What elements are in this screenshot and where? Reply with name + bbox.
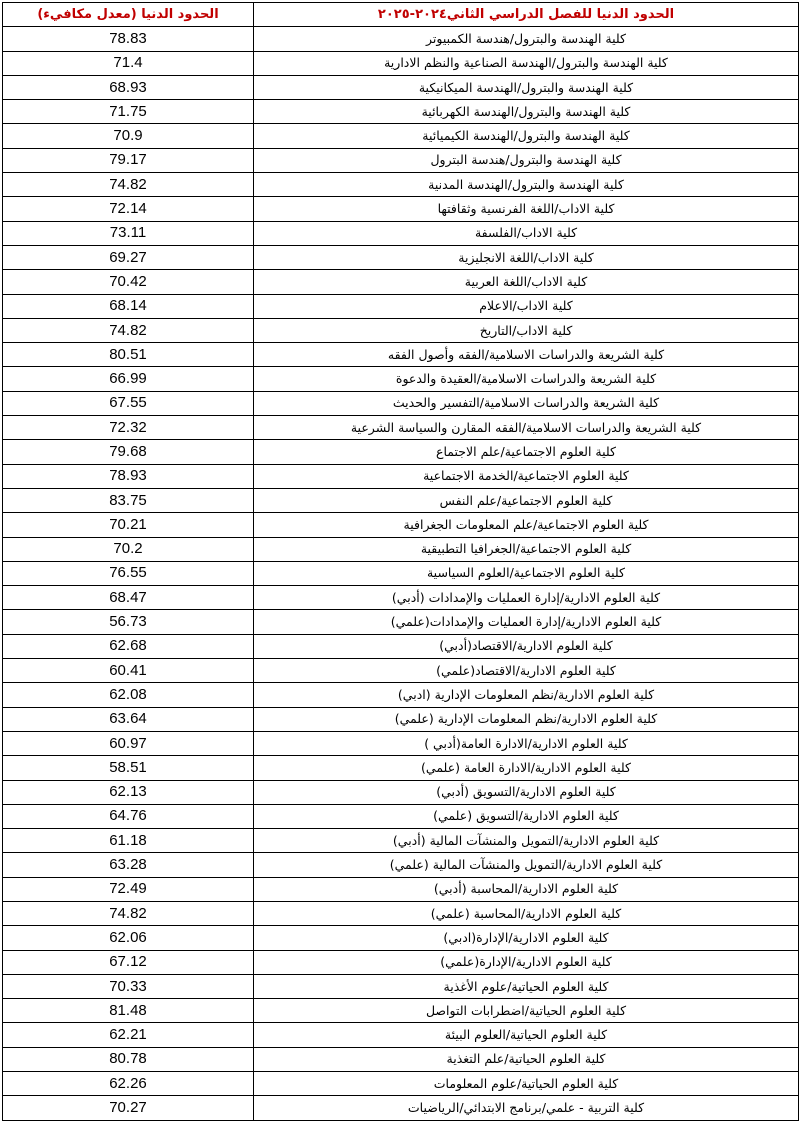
- program-cell: كلية العلوم الادارية/التسويق (أدبي): [254, 780, 799, 804]
- program-cell: كلية الشريعة والدراسات الاسلامية/التفسير والحديث: [254, 391, 799, 415]
- table-row: [3, 100, 799, 124]
- program-cell: كلية العلوم الادارية/الادارة العامة(أدبي ): [254, 731, 799, 755]
- program-cell: كلية الهندسة والبترول/الهندسة المدنية: [254, 173, 799, 197]
- program-cell: كلية العلوم الادارية/نظم المعلومات الإدارية (علمي): [254, 707, 799, 731]
- table-row: [3, 51, 799, 75]
- min-score-cell: 63.28: [3, 853, 254, 877]
- min-score-cell: 60.97: [3, 731, 254, 755]
- table-row: [3, 829, 799, 853]
- table-row: [3, 1047, 799, 1071]
- program-cell: كلية العلوم الادارية/المحاسبة (أدبي): [254, 877, 799, 901]
- min-score-cell: 80.51: [3, 343, 254, 367]
- table-row: [3, 173, 799, 197]
- program-cell: كلية الشريعة والدراسات الاسلامية/الفقه المقارن والسياسة الشرعية: [254, 416, 799, 440]
- table-row: [3, 537, 799, 561]
- program-cell: كلية الاداب/الاعلام: [254, 294, 799, 318]
- program-cell: كلية التربية - علمي/برنامج الابتدائي/الرياضيات: [254, 1096, 799, 1120]
- program-cell: كلية العلوم الادارية/الإدارة(علمي): [254, 950, 799, 974]
- program-cell: كلية العلوم الادارية/الاقتصاد(علمي): [254, 659, 799, 683]
- program-cell: كلية العلوم الحياتية/علم التغذية: [254, 1047, 799, 1071]
- program-cell: كلية الاداب/التاريخ: [254, 318, 799, 342]
- min-score-cell: 73.11: [3, 221, 254, 245]
- table-row: [3, 294, 799, 318]
- min-score-cell: 79.68: [3, 440, 254, 464]
- min-score-cell: 62.08: [3, 683, 254, 707]
- min-score-cell: 74.82: [3, 173, 254, 197]
- table-row: [3, 974, 799, 998]
- min-score-cell: 74.82: [3, 901, 254, 925]
- min-score-cell: 69.27: [3, 245, 254, 269]
- program-cell: كلية العلوم الادارية/التمويل والمنشآت المالية (أدبي): [254, 829, 799, 853]
- min-score-cell: 56.73: [3, 610, 254, 634]
- min-score-cell: 70.9: [3, 124, 254, 148]
- program-cell: كلية العلوم الحياتية/علوم الأغذية: [254, 974, 799, 998]
- table-row: [3, 756, 799, 780]
- program-cell: كلية الشريعة والدراسات الاسلامية/الفقه وأصول الفقه: [254, 343, 799, 367]
- program-cell: كلية الاداب/اللغة العربية: [254, 270, 799, 294]
- table-row: [3, 877, 799, 901]
- program-cell: كلية الاداب/اللغة الفرنسية وثقافتها: [254, 197, 799, 221]
- program-cell: كلية العلوم الادارية/الإدارة(ادبي): [254, 926, 799, 950]
- program-cell: كلية العلوم الادارية/نظم المعلومات الإدارية (ادبي): [254, 683, 799, 707]
- program-cell: كلية الهندسة والبترول/الهندسة الكيميائية: [254, 124, 799, 148]
- min-score-cell: 60.41: [3, 659, 254, 683]
- min-score-cell: 67.55: [3, 391, 254, 415]
- min-score-cell: 67.12: [3, 950, 254, 974]
- min-score-cell: 78.83: [3, 27, 254, 51]
- min-score-cell: 62.06: [3, 926, 254, 950]
- table-row: [3, 610, 799, 634]
- program-cell: كلية العلوم الحياتية/العلوم البيئة: [254, 1023, 799, 1047]
- table-row: [3, 780, 799, 804]
- min-score-cell: 72.14: [3, 197, 254, 221]
- program-cell: كلية العلوم الاجتماعية/علم الاجتماع: [254, 440, 799, 464]
- program-cell: كلية الهندسة والبترول/هندسة الكمبيوتر: [254, 27, 799, 51]
- program-cell: كلية العلوم الادارية/التسويق (علمي): [254, 804, 799, 828]
- program-cell: كلية العلوم الاجتماعية/علم النفس: [254, 488, 799, 512]
- min-score-cell: 83.75: [3, 488, 254, 512]
- min-score-cell: 66.99: [3, 367, 254, 391]
- min-score-cell: 78.93: [3, 464, 254, 488]
- table-row: [3, 1023, 799, 1047]
- min-score-cell: 63.64: [3, 707, 254, 731]
- table-row: [3, 926, 799, 950]
- min-score-cell: 70.27: [3, 1096, 254, 1120]
- min-score-cell: 62.68: [3, 634, 254, 658]
- table-row: [3, 367, 799, 391]
- table-row: [3, 659, 799, 683]
- min-score-cell: 70.21: [3, 513, 254, 537]
- table-row: [3, 245, 799, 269]
- program-cell: كلية الاداب/اللغة الانجليزية: [254, 245, 799, 269]
- table-row: [3, 950, 799, 974]
- table-row: [3, 75, 799, 99]
- table-row: [3, 999, 799, 1023]
- program-cell: كلية الهندسة والبترول/الهندسة الصناعية والنظم الادارية: [254, 51, 799, 75]
- table-row: [3, 683, 799, 707]
- table-row: [3, 391, 799, 415]
- min-score-cell: 74.82: [3, 318, 254, 342]
- table-row: [3, 343, 799, 367]
- program-cell: كلية العلوم الادارية/إدارة العمليات والإمدادات (أدبي): [254, 586, 799, 610]
- program-cell: كلية العلوم الادارية/إدارة العمليات والإمدادات(علمي): [254, 610, 799, 634]
- table-row: [3, 318, 799, 342]
- table-row: [3, 513, 799, 537]
- min-score-cell: 58.51: [3, 756, 254, 780]
- min-score-cell: 68.93: [3, 75, 254, 99]
- score-column-header: الحدود الدنيا (معدل مكافيء): [3, 3, 254, 27]
- program-cell: كلية العلوم الحياتية/اضطرابات التواصل: [254, 999, 799, 1023]
- table-row: [3, 1096, 799, 1120]
- program-cell: كلية العلوم الادارية/المحاسبة (علمي): [254, 901, 799, 925]
- min-score-cell: 70.2: [3, 537, 254, 561]
- min-score-cell: 81.48: [3, 999, 254, 1023]
- min-score-cell: 71.75: [3, 100, 254, 124]
- min-score-cell: 64.76: [3, 804, 254, 828]
- program-cell: كلية العلوم الحياتية/علوم المعلومات: [254, 1072, 799, 1096]
- min-score-cell: 62.13: [3, 780, 254, 804]
- program-cell: كلية العلوم الاجتماعية/الجغرافيا التطبيقية: [254, 537, 799, 561]
- table-row: [3, 707, 799, 731]
- program-cell: كلية العلوم الاجتماعية/علم المعلومات الجغرافية: [254, 513, 799, 537]
- min-score-cell: 76.55: [3, 561, 254, 585]
- table-row: [3, 586, 799, 610]
- min-score-cell: 71.4: [3, 51, 254, 75]
- min-score-cell: 72.32: [3, 416, 254, 440]
- program-cell: كلية العلوم الاجتماعية/العلوم السياسية: [254, 561, 799, 585]
- table-row: [3, 416, 799, 440]
- program-cell: كلية العلوم الاجتماعية/الخدمة الاجتماعية: [254, 464, 799, 488]
- table-row: [3, 804, 799, 828]
- table-row: [3, 440, 799, 464]
- table-row: [3, 148, 799, 172]
- program-cell: كلية الهندسة والبترول/الهندسة الميكانيكية: [254, 75, 799, 99]
- min-score-cell: 61.18: [3, 829, 254, 853]
- table-row: [3, 731, 799, 755]
- program-cell: كلية العلوم الادارية/الاقتصاد(أدبي): [254, 634, 799, 658]
- min-score-cell: 70.42: [3, 270, 254, 294]
- min-score-cell: 72.49: [3, 877, 254, 901]
- program-cell: كلية العلوم الادارية/الادارة العامة (علمي): [254, 756, 799, 780]
- min-score-cell: 62.26: [3, 1072, 254, 1096]
- min-score-cell: 62.21: [3, 1023, 254, 1047]
- minimum-scores-table: [2, 2, 799, 1121]
- table-row: [3, 488, 799, 512]
- table-row: [3, 464, 799, 488]
- table-row: [3, 197, 799, 221]
- header-row: [3, 3, 799, 27]
- min-score-cell: 79.17: [3, 148, 254, 172]
- min-score-cell: 68.47: [3, 586, 254, 610]
- program-cell: كلية العلوم الادارية/التمويل والمنشآت المالية (علمي): [254, 853, 799, 877]
- table-row: [3, 901, 799, 925]
- program-cell: كلية الاداب/الفلسفة: [254, 221, 799, 245]
- table-row: [3, 1072, 799, 1096]
- min-score-cell: 80.78: [3, 1047, 254, 1071]
- table-row: [3, 853, 799, 877]
- table-row: [3, 270, 799, 294]
- table-row: [3, 221, 799, 245]
- table-row: [3, 124, 799, 148]
- program-column-header: الحدود الدنيا للفصل الدراسي الثاني٢٠٢٤-٢٠٢٥: [254, 3, 799, 27]
- min-score-cell: 68.14: [3, 294, 254, 318]
- min-score-cell: 70.33: [3, 974, 254, 998]
- table-row: [3, 27, 799, 51]
- table-body: [3, 27, 799, 1120]
- table-row: [3, 634, 799, 658]
- program-cell: كلية الهندسة والبترول/الهندسة الكهربائية: [254, 100, 799, 124]
- program-cell: كلية الهندسة والبترول/هندسة البترول: [254, 148, 799, 172]
- program-cell: كلية الشريعة والدراسات الاسلامية/العقيدة والدعوة: [254, 367, 799, 391]
- table-row: [3, 561, 799, 585]
